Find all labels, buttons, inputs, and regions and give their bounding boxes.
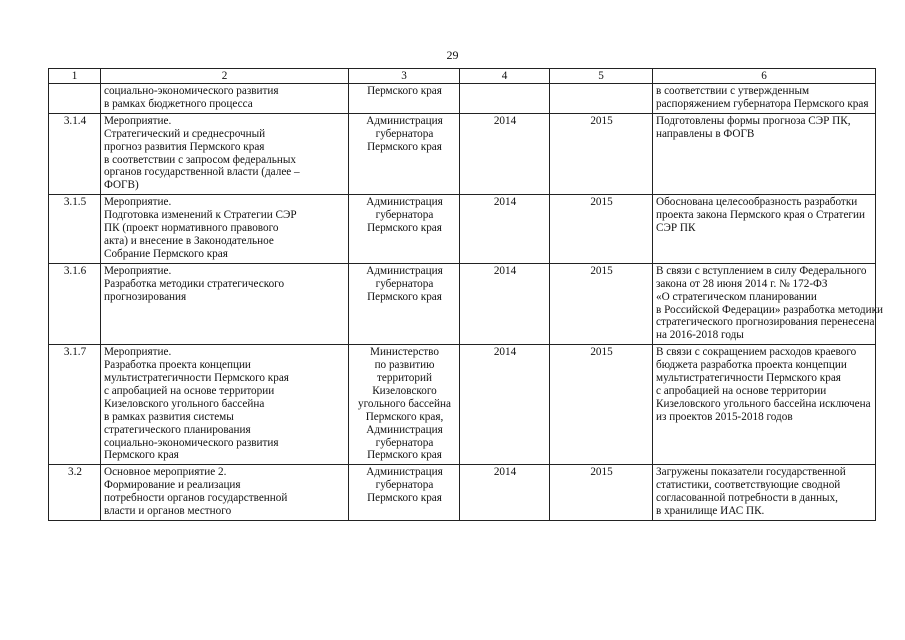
result-line: В связи с вступлением в силу Федерального bbox=[656, 264, 867, 277]
measures-table bbox=[48, 68, 883, 521]
result bbox=[653, 465, 876, 521]
table-row bbox=[49, 263, 876, 344]
result-line: мультистратегичности Пермского края bbox=[656, 372, 841, 385]
executor-line: Администрация bbox=[366, 196, 443, 209]
measure-name bbox=[101, 465, 349, 521]
measure-name-line: прогнозирования bbox=[104, 290, 187, 303]
result-line: стратегического прогнозирования перенесена bbox=[656, 316, 875, 329]
measure-name-line: социально-экономического развития bbox=[104, 436, 279, 449]
measure-name-line: в рамках бюджетного процесса bbox=[104, 97, 253, 110]
table-row bbox=[49, 195, 876, 264]
executor-line: территорий bbox=[377, 372, 432, 385]
end-year: 2015 bbox=[550, 195, 653, 264]
executor-line: губернатора bbox=[375, 479, 434, 492]
executor-line: губернатора bbox=[375, 436, 434, 449]
measure-name-line: ПК (проект нормативного правового bbox=[104, 222, 279, 235]
executor-line: губернатора bbox=[375, 127, 434, 140]
measure-name-line: стратегического планирования bbox=[104, 423, 251, 436]
measure-name-line: Мероприятие. bbox=[104, 346, 172, 359]
measure-name-line: прогноз развития Пермского края bbox=[104, 140, 265, 153]
measure-name-line: Стратегический и среднесрочный bbox=[104, 127, 266, 140]
measure-name-line: с апробацией на основе территории bbox=[104, 384, 275, 397]
result-line: закона от 28 июня 2014 г. № 172-ФЗ bbox=[656, 277, 828, 290]
item-number bbox=[49, 84, 101, 114]
executor-line: Администрация bbox=[366, 114, 443, 127]
executor bbox=[349, 345, 460, 465]
start-year: 2014 bbox=[460, 195, 550, 264]
executor bbox=[349, 84, 460, 114]
start-year: 2014 bbox=[460, 345, 550, 465]
executor bbox=[349, 465, 460, 521]
measure-name-line: Мероприятие. bbox=[104, 114, 172, 127]
result-line: на 2016-2018 годы bbox=[656, 329, 744, 342]
executor-line: Администрация bbox=[366, 466, 443, 479]
executor-line: Пермского края bbox=[367, 85, 442, 97]
executor-line: Администрация bbox=[366, 423, 443, 436]
result-line: СЭР ПК bbox=[656, 222, 696, 235]
executor-line: Пермского края bbox=[367, 222, 442, 235]
start-year: 2014 bbox=[460, 263, 550, 344]
measure-name-line: Собрание Пермского края bbox=[104, 247, 228, 260]
end-year: 2015 bbox=[550, 465, 653, 521]
measure-name-line: ФОГВ) bbox=[104, 179, 139, 192]
result-line: Кизеловского угольного бассейна исключена bbox=[656, 397, 871, 410]
result-line: распоряжением губернатора Пермского края bbox=[656, 97, 869, 110]
result-line: в хранилище ИАС ПК. bbox=[656, 505, 765, 518]
start-year bbox=[460, 84, 550, 114]
result-line: «О стратегическом планировании bbox=[656, 290, 817, 303]
result-line: из проектов 2015-2018 годов bbox=[656, 410, 793, 423]
measure-name-line: потребности органов государственной bbox=[104, 492, 288, 505]
table-row bbox=[49, 345, 876, 465]
measure-name-line: Разработка проекта концепции bbox=[104, 359, 251, 372]
measure-name-line: мультистратегичности Пермского края bbox=[104, 372, 289, 385]
measure-name-line: Разработка методики стратегического bbox=[104, 277, 285, 290]
executor-line: Администрация bbox=[366, 264, 443, 277]
measure-name bbox=[101, 263, 349, 344]
measure-name bbox=[101, 113, 349, 194]
result-line: в Российской Федерации» разработка методики bbox=[656, 303, 883, 316]
item-number: 3.1.5 bbox=[49, 195, 101, 264]
column-header-2: 2 bbox=[101, 69, 349, 84]
page-number: 29 bbox=[446, 48, 459, 62]
result-line: проекта закона Пермского края о Стратегии bbox=[656, 209, 865, 222]
measure-name-line: Формирование и реализация bbox=[104, 479, 241, 492]
result-line: статистики, соответствующие сводной bbox=[656, 479, 841, 492]
measure-name-line: власти и органов местного bbox=[104, 505, 232, 518]
executor bbox=[349, 263, 460, 344]
end-year: 2015 bbox=[550, 113, 653, 194]
result-line: Обоснована целесообразность разработки bbox=[656, 196, 858, 209]
start-year: 2014 bbox=[460, 465, 550, 521]
executor-line: Кизеловского bbox=[372, 384, 437, 397]
measure-name-line: Кизеловского угольного бассейна bbox=[104, 397, 265, 410]
result-line: согласованной потребности в данных, bbox=[656, 492, 838, 505]
result-line: направлены в ФОГВ bbox=[656, 127, 755, 140]
measure-name-line: органов государственной власти (далее – bbox=[104, 166, 300, 179]
result bbox=[653, 84, 876, 114]
result-line: В связи с сокращением расходов краевого bbox=[656, 346, 857, 359]
measure-name bbox=[101, 345, 349, 465]
executor-line: угольного бассейна bbox=[358, 397, 451, 410]
column-header-4: 4 bbox=[460, 69, 550, 84]
table-row bbox=[49, 84, 876, 114]
header-row bbox=[49, 69, 876, 84]
table-body bbox=[49, 84, 883, 521]
executor-line: Пермского края, bbox=[365, 410, 444, 423]
start-year: 2014 bbox=[460, 113, 550, 194]
result-line: Подготовлены формы прогноза СЭР ПК, bbox=[656, 114, 851, 127]
result-line: Загружены показатели государственной bbox=[656, 466, 846, 479]
result bbox=[653, 195, 876, 264]
executor-line: Пермского края bbox=[367, 140, 442, 153]
measure-name-line: Основное мероприятие 2. bbox=[104, 466, 227, 479]
measure-name-line: социально-экономического развития bbox=[104, 85, 279, 97]
end-year bbox=[550, 84, 653, 114]
measure-name-line: Пермского края bbox=[104, 449, 179, 462]
executor-line: по развитию bbox=[374, 359, 435, 372]
executor-line: Пермского края bbox=[367, 290, 442, 303]
measure-name-line: в соответствии с запросом федеральных bbox=[104, 153, 296, 166]
executor-line: Пермского края bbox=[367, 492, 442, 505]
column-header-3: 3 bbox=[349, 69, 460, 84]
measure-name-line: Подготовка изменений к Стратегии СЭР bbox=[104, 209, 297, 222]
executor-line: губернатора bbox=[375, 209, 434, 222]
result-line: бюджета разработка проекта концепции bbox=[656, 359, 847, 372]
executor bbox=[349, 113, 460, 194]
item-number: 3.2 bbox=[49, 465, 101, 521]
executor-line: Пермского края bbox=[367, 449, 442, 462]
measure-name bbox=[101, 84, 349, 114]
item-number: 3.1.4 bbox=[49, 113, 101, 194]
measure-name-line: акта) и внесение в Законодательное bbox=[104, 234, 274, 247]
measure-name-line: Мероприятие. bbox=[104, 196, 172, 209]
column-header-5: 5 bbox=[550, 69, 653, 84]
column-header-6: 6 bbox=[653, 69, 876, 84]
executor-line: Министерство bbox=[370, 346, 439, 359]
table-row bbox=[49, 465, 876, 521]
table-row bbox=[49, 113, 876, 194]
column-header-1: 1 bbox=[49, 69, 101, 84]
end-year: 2015 bbox=[550, 263, 653, 344]
executor-line: губернатора bbox=[375, 277, 434, 290]
end-year: 2015 bbox=[550, 345, 653, 465]
result-line: с апробацией на основе территории bbox=[656, 384, 827, 397]
item-number: 3.1.6 bbox=[49, 263, 101, 344]
executor bbox=[349, 195, 460, 264]
result bbox=[653, 263, 883, 344]
result bbox=[653, 345, 876, 465]
result bbox=[653, 113, 876, 194]
measure-name-line: Мероприятие. bbox=[104, 264, 172, 277]
measure-name bbox=[101, 195, 349, 264]
item-number: 3.1.7 bbox=[49, 345, 101, 465]
result-line: в соответствии с утвержденным bbox=[656, 85, 810, 97]
measure-name-line: в рамках развития системы bbox=[104, 410, 234, 423]
